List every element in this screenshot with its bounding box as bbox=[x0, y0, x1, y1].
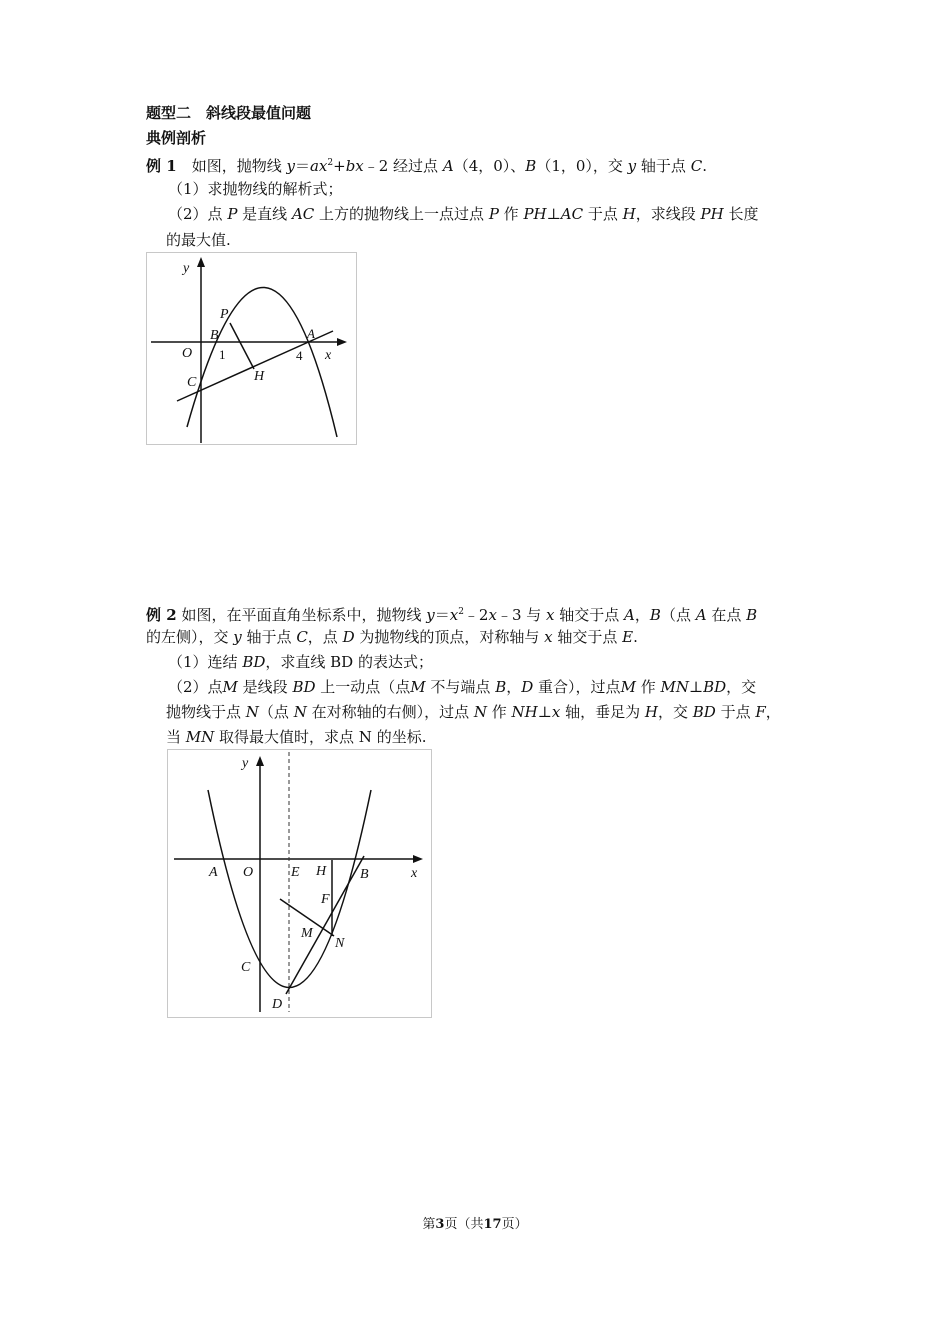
example-2-stem-line-2: 的左侧），交 y 轴于点 C，点 D 为抛物线的顶点，对称轴与 x 轴交于点 E. bbox=[146, 628, 638, 646]
current-page-number: 3 bbox=[435, 1217, 445, 1232]
label-c: C bbox=[241, 960, 251, 975]
y-axis-arrow-icon bbox=[256, 756, 264, 766]
example-1-figure bbox=[146, 252, 357, 445]
label-y: y bbox=[242, 756, 249, 771]
segment-ph bbox=[230, 323, 254, 369]
label-origin: O bbox=[182, 346, 193, 361]
label-m: M bbox=[301, 926, 313, 941]
total-page-count: 17 bbox=[483, 1217, 502, 1232]
label-h: H bbox=[316, 864, 327, 879]
example-1-label: 例 1 bbox=[146, 157, 177, 175]
label-y: y bbox=[183, 261, 190, 276]
label-n: N bbox=[335, 936, 345, 951]
example-2-stem-line-1: 例 2 如图，在平面直角坐标系中，抛物线 $y=x^2﹣2x﹣3$ 与 x 轴交于点 A，B（点 A 在点 B bbox=[146, 606, 758, 624]
label-f: F bbox=[321, 892, 330, 907]
example-2-question-2-line-1: （2）点M 是线段 BD 上一动点（点M 不与端点 B，D 重合），过点M 作 MN⊥BD，交 bbox=[168, 678, 757, 696]
example-2-figure bbox=[167, 749, 432, 1018]
label-d: D bbox=[272, 997, 283, 1012]
label-p: P bbox=[220, 307, 229, 322]
label-h: H bbox=[254, 369, 265, 384]
x-axis-arrow-icon bbox=[337, 338, 347, 346]
page-footer: 第3页（共17页） bbox=[422, 1217, 528, 1232]
x-axis-arrow-icon bbox=[413, 855, 423, 863]
label-x: x bbox=[411, 866, 418, 881]
example-1-question-2-continued: 的最大值. bbox=[166, 231, 231, 249]
example-2-question-1: （1）连结 BD，求直线 BD 的表达式； bbox=[168, 653, 433, 671]
label-e: E bbox=[291, 865, 300, 880]
example-2-question-2-line-3: 当 MN 取得最大值时，求点 N 的坐标. bbox=[166, 728, 427, 746]
y-axis-arrow-icon bbox=[197, 257, 205, 267]
label-x: x bbox=[325, 348, 332, 363]
label-a: A bbox=[307, 326, 315, 341]
section-title: 题型二 斜线段最值问题 bbox=[146, 104, 312, 122]
example-2-label: 例 2 bbox=[146, 606, 177, 624]
label-b: B bbox=[360, 867, 369, 882]
label-a: A bbox=[209, 865, 218, 880]
example-1-stem: 例 1 如图，抛物线 $y=ax^2+bx﹣2$ 经过点 A（4，0）、B（1，0），交 y 轴于点 C. bbox=[146, 157, 707, 175]
example-2-question-2-line-2: 抛物线于点 N（点 N 在对称轴的右侧），过点 N 作 NH⊥x 轴，垂足为 H，交 BD 于点 F， bbox=[166, 703, 781, 721]
example-1-question-1: （1）求抛物线的解析式； bbox=[168, 180, 343, 198]
label-tick-1: 1 bbox=[219, 347, 226, 362]
label-tick-4: 4 bbox=[296, 348, 303, 363]
label-b: B bbox=[210, 328, 219, 343]
example-1-question-2: （2）点 P 是直线 AC 上方的抛物线上一点过点 P 作 PH⊥AC 于点 H，求线段 PH 长度 bbox=[168, 205, 759, 223]
label-c: C bbox=[187, 375, 197, 390]
section-subtitle: 典例剖析 bbox=[146, 129, 207, 147]
label-origin: O bbox=[243, 865, 254, 880]
